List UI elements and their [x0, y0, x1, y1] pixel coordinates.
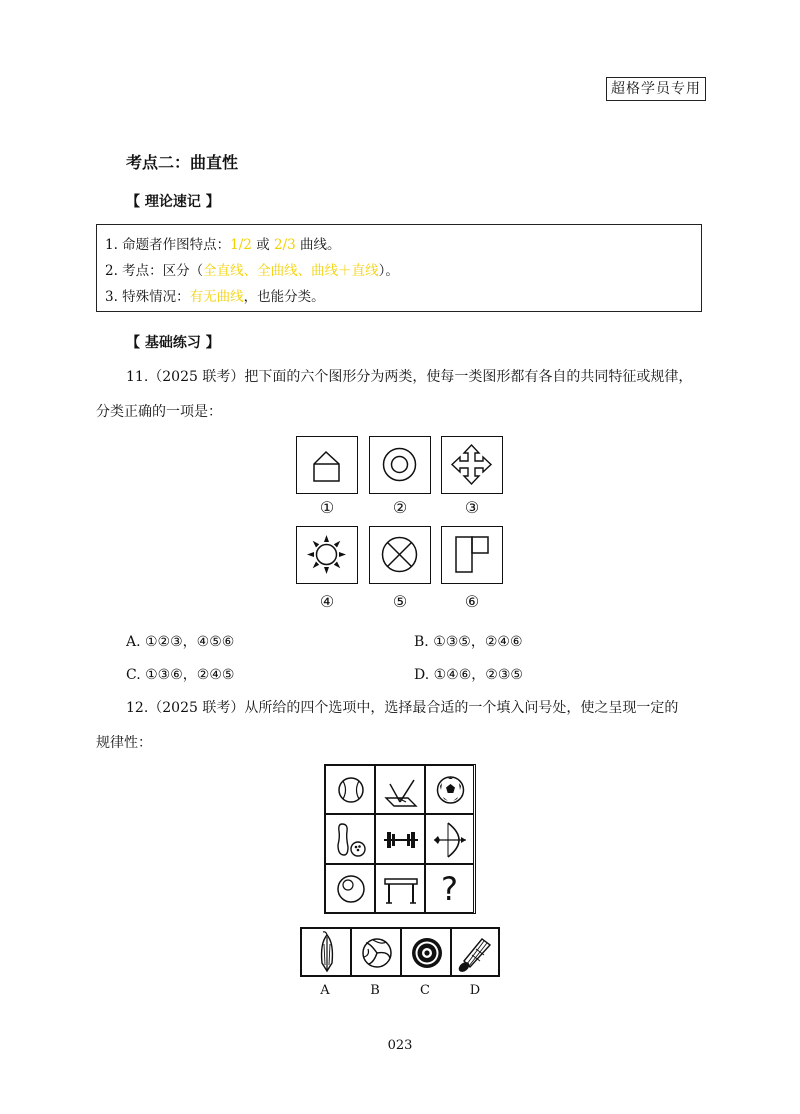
theory-heading: 【 理论速记 】 — [126, 194, 220, 210]
section-title: 考点二：曲直性 — [126, 153, 239, 172]
figure-6-rectangles — [441, 526, 503, 584]
billiard-ball-icon — [326, 865, 376, 914]
q12-stem-line2: 规律性： — [96, 735, 152, 751]
q11-option-d[interactable]: D. ①④⑥，②③⑤ — [414, 667, 523, 683]
bowling-icon — [326, 815, 376, 865]
highlight-half: 1/2 — [230, 237, 252, 253]
q11-option-b[interactable]: B. ①③⑤，②④⑥ — [414, 634, 523, 650]
figure-number-1: ① — [319, 498, 335, 517]
highlight-two-thirds: 2/3 — [274, 237, 296, 253]
option-b-volleyball[interactable] — [351, 928, 401, 976]
theory-line-2-suffix: ）。 — [378, 263, 399, 279]
soccer-ball-icon — [426, 766, 475, 815]
theory-line-1-mid: 或 — [251, 237, 274, 253]
figure-3-arrows — [441, 436, 503, 494]
theory-line-2-prefix: 2. 考点：区分（ — [105, 263, 204, 279]
theory-line-1-suffix: 曲线。 — [295, 237, 341, 253]
option-label-b: B — [370, 983, 380, 998]
question-mark: ? — [425, 864, 474, 913]
q12-grid — [324, 764, 476, 914]
theory-line-3-suffix: ，也能分类。 — [243, 289, 325, 305]
four-arrows-icon — [442, 437, 501, 492]
highlight-curve-presence: 有无曲线 — [189, 289, 244, 305]
figure-number-2: ② — [392, 498, 408, 517]
figure-number-6: ⑥ — [464, 592, 480, 611]
theory-line-2 — [105, 259, 399, 279]
grid-cell-soccer — [425, 765, 474, 814]
bow-arrow-icon — [426, 815, 475, 865]
theory-line-3-prefix: 3. 特殊情况： — [105, 289, 190, 305]
highlight-line-types: 全直线、全曲线、曲线＋直线 — [203, 263, 379, 279]
figure-5-circle-x — [369, 526, 431, 584]
q12-stem-line1: 12.（2025 联考）从所给的四个选项中，选择最合适的一个填入问号处，使之呈现一定的 — [126, 700, 679, 716]
exclusive-stamp: 超格学员专用 — [606, 77, 706, 101]
grid-cell-billiard — [325, 864, 375, 913]
practice-heading: 【 基础练习 】 — [126, 335, 220, 351]
circle-cross-icon — [370, 527, 429, 582]
grid-cell-dumbbell — [375, 814, 425, 864]
rectangles-icon — [442, 527, 501, 582]
grid-cell-hurdle — [375, 864, 425, 913]
grid-cell-baseball — [325, 765, 375, 814]
q11-stem-line2: 分类正确的一项是： — [96, 404, 222, 420]
q12-options-strip — [300, 927, 500, 977]
theory-line-1-prefix: 1. 命题者作图特点： — [105, 237, 231, 253]
baseball-icon — [326, 766, 376, 815]
option-a-umbrella[interactable] — [301, 928, 351, 976]
umbrella-icon — [302, 929, 352, 977]
figure-number-3: ③ — [464, 498, 480, 517]
theory-box — [96, 224, 702, 312]
dumbbell-icon — [376, 815, 426, 865]
option-c-target[interactable] — [401, 928, 451, 976]
house-icon — [297, 437, 356, 492]
concentric-circles-icon — [370, 437, 429, 492]
sport-bench-icon — [376, 766, 426, 815]
shuttlecock-icon — [452, 929, 500, 977]
grid-cell-bowling — [325, 814, 375, 864]
q11-option-a[interactable]: A. ①②③，④⑤⑥ — [126, 634, 235, 650]
q11-stem-line1: 11.（2025 联考）把下面的六个图形分为两类，使每一类图形都有各自的共同特征或规律， — [126, 369, 693, 385]
target-icon — [402, 929, 452, 977]
figure-1-house — [296, 436, 358, 494]
option-label-a: A — [320, 983, 330, 998]
page-number: 023 — [387, 1038, 413, 1053]
figure-number-4: ④ — [319, 592, 335, 611]
theory-line-3 — [105, 285, 325, 305]
option-label-c: C — [420, 983, 430, 998]
grid-cell-bow — [425, 814, 474, 864]
figure-4-sun — [296, 526, 358, 584]
figure-2-circles — [369, 436, 431, 494]
option-label-d: D — [469, 983, 481, 998]
volleyball-icon — [352, 929, 402, 977]
option-d-shuttlecock[interactable] — [451, 928, 499, 976]
sun-icon — [297, 527, 356, 582]
q11-option-c[interactable]: C. ①③⑥，②④⑤ — [126, 667, 235, 683]
theory-line-1 — [105, 233, 341, 253]
hurdle-icon — [376, 865, 426, 914]
figure-number-5: ⑤ — [392, 592, 408, 611]
grid-cell-bench — [375, 765, 425, 814]
